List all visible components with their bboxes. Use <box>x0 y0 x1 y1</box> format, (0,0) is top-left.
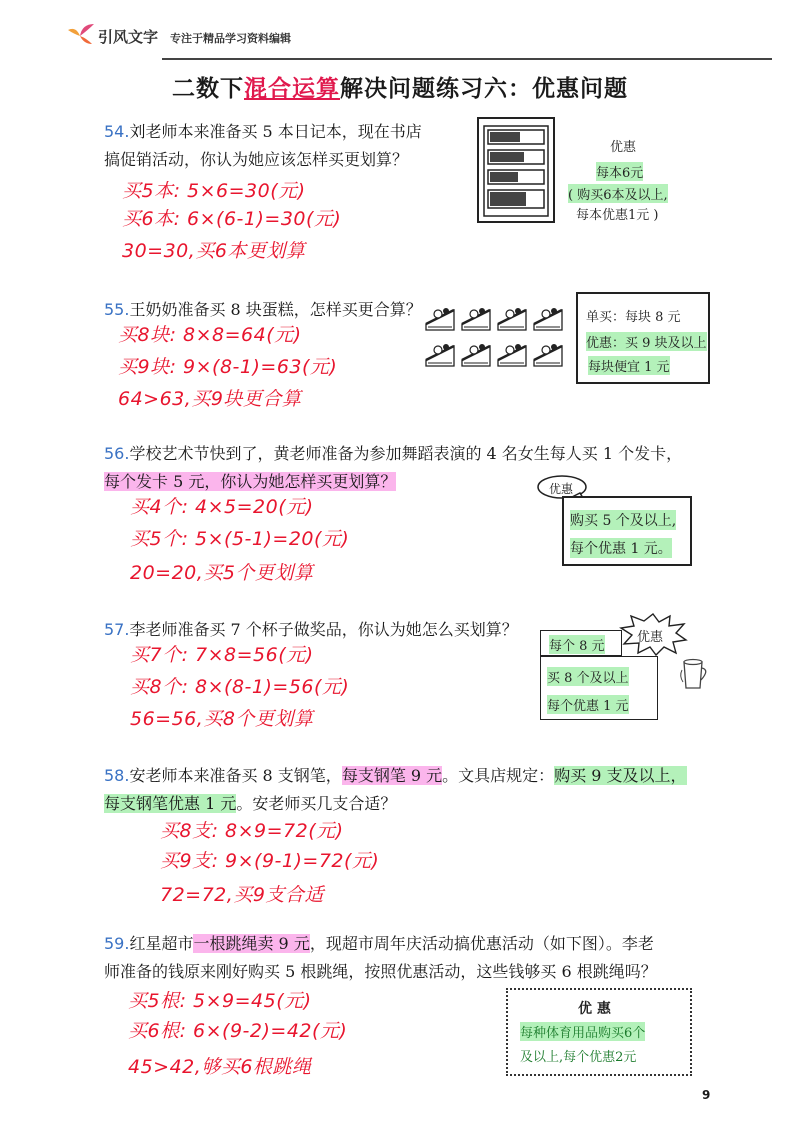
answer-line: 20=20,买5个更划算 <box>130 562 314 584</box>
answer-line: 72=72,买9支合适 <box>160 884 324 906</box>
answer-line: 买5根: 5×9=45(元) <box>128 990 312 1012</box>
bubble-label: 优惠 <box>549 482 574 496</box>
problem-text: 学校艺术节快到了，黄老师准备为参加舞蹈表演的 4 名女生每人买 1 个发卡， <box>129 444 683 463</box>
title-suffix: 解决问题练习六：优惠问题 <box>340 76 628 102</box>
offer-price-tag-57 <box>540 630 622 656</box>
offer-heading: 优惠 <box>610 140 637 155</box>
title-prefix: 二数下 <box>172 76 244 102</box>
problem-number: 56. <box>104 444 130 463</box>
problem-text: 每支钢笔 9 元 <box>341 766 443 785</box>
header-divider <box>162 58 772 60</box>
problem-56 <box>104 440 682 496</box>
problem-text: 红星超市 <box>129 934 194 953</box>
offer-card-56 <box>562 496 692 566</box>
offer-rule: 每块便宜 1 元 <box>588 356 670 375</box>
brand-name: 引风文字 <box>98 28 159 46</box>
answer-line: 买8块: 8×8=64(元) <box>118 324 302 346</box>
answer-line: 买9块: 9×(8-1)=63(元) <box>118 356 338 378</box>
problem-text: 安老师本来准备买 8 支钢笔， <box>129 766 342 785</box>
answer-line: 30=30,买6本更划算 <box>122 240 306 262</box>
problem-text: 王奶奶准备买 8 块蛋糕，怎样买更合算？ <box>129 300 422 319</box>
problem-number: 58. <box>104 766 130 785</box>
answer-line: 56=56,买8个更划算 <box>130 708 314 730</box>
answer-line: 买9支: 9×(9-1)=72(元) <box>160 850 380 872</box>
answer-line: 买4个: 4×5=20(元) <box>130 496 314 518</box>
offer-price: 每本6元 <box>596 162 643 181</box>
offer-rule: 购买 5 个及以上, <box>570 510 676 530</box>
starburst-label: 优惠 <box>637 630 664 645</box>
page-number: 9 <box>702 1088 711 1102</box>
problem-text: 购买 9 支及以上， <box>554 766 687 785</box>
offer-rule: 每个优惠 1 元。 <box>570 538 672 558</box>
problem-text: 搞促销活动，你认为她应该怎样买更划算？ <box>104 150 409 169</box>
title-highlight: 混合运算 <box>244 76 340 102</box>
offer-rule: 优惠：买 9 块及以上 <box>586 332 707 351</box>
offer-card-55 <box>576 292 710 384</box>
problem-text: 李老师准备买 7 个杯子做奖品，你认为她怎么买划算？ <box>129 620 518 639</box>
problem-number: 54. <box>104 122 130 141</box>
offer-rule: 每本优惠1元 ) <box>576 208 659 223</box>
answer-line: 45>42,够买6根跳绳 <box>128 1056 312 1078</box>
answer-line: 买6根: 6×(9-2)=42(元) <box>128 1020 348 1042</box>
problem-text: 刘老师本来准备买 5 本日记本，现在书店 <box>129 122 422 141</box>
offer-rule: ( 购买6本及以上, <box>568 184 668 203</box>
answer-line: 买6本: 6×(6-1)=30(元) <box>122 208 342 230</box>
offer-rule: 及以上,每个优惠2元 <box>520 1050 637 1065</box>
bird-logo-icon <box>66 22 96 46</box>
answer-line: 买5本: 5×6=30(元) <box>122 180 306 202</box>
answer-line: 买5个: 5×(5-1)=20(元) <box>130 528 350 550</box>
page-title <box>0 70 800 103</box>
problem-text: 一根跳绳卖 9 元 <box>193 934 310 953</box>
offer-rule: 每个优惠 1 元 <box>547 695 629 714</box>
offer-card-54 <box>566 136 696 226</box>
problem-number: 59. <box>104 934 130 953</box>
answer-line: 64>63,买9块更合算 <box>118 388 302 410</box>
answer-line: 买7个: 7×8=56(元) <box>130 644 314 666</box>
offer-single-price: 单买：每块 8 元 <box>586 310 681 325</box>
problem-text: 师准备的钱原来刚好购买 5 根跳绳，按照优惠活动，这些钱够买 6 根跳绳吗？ <box>104 962 657 981</box>
cup-icon <box>678 656 712 692</box>
offer-rule: 买 8 个及以上 <box>547 667 629 686</box>
brand-slogan: 专注于精品学习资料编辑 <box>170 32 291 45</box>
problem-number: 57. <box>104 620 130 639</box>
offer-card-57 <box>540 656 658 720</box>
problem-number: 55. <box>104 300 130 319</box>
problem-text: 每个发卡 5 元，你认为她怎样买更划算？ <box>104 472 397 491</box>
problem-text: 。安老师买几支合适？ <box>236 794 397 813</box>
answer-line: 买8个: 8×(8-1)=56(元) <box>130 676 350 698</box>
page-header <box>66 14 706 48</box>
cake-slices-illustration <box>424 302 566 372</box>
problem-59 <box>104 930 657 986</box>
problem-text: 。文具店规定： <box>442 766 555 785</box>
offer-rule: 每种体育用品购买6个 <box>520 1022 645 1041</box>
offer-card-59 <box>506 988 692 1076</box>
answer-line: 买8支: 8×9=72(元) <box>160 820 344 842</box>
bookshelf-illustration <box>476 116 556 224</box>
problem-text: ，现超市周年庆活动搞优惠活动（如下图）。李老 <box>309 934 654 953</box>
offer-heading: 优 惠 <box>578 1001 611 1017</box>
problem-text: 每支钢笔优惠 1 元 <box>104 794 237 813</box>
problem-54 <box>104 118 422 174</box>
problem-58 <box>104 762 687 818</box>
offer-price: 每个 8 元 <box>549 635 605 654</box>
